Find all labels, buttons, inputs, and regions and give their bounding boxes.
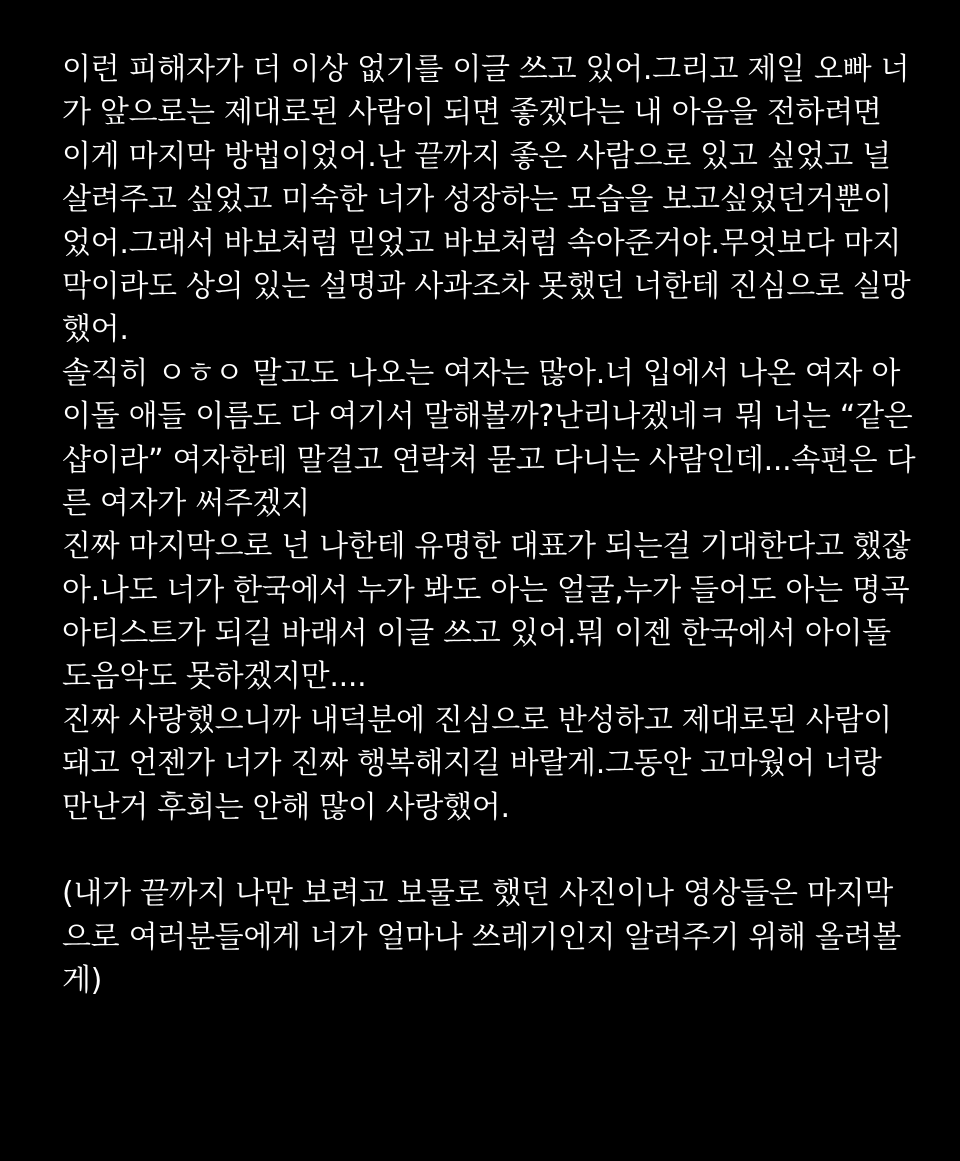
paragraph-spacer <box>62 829 942 872</box>
text-line: 돼고 언젠가 너가 진짜 행복해지길 바랄게.그동안 고마웠어 너랑 <box>62 746 882 782</box>
text-line: 른 여자가 써주겠지 <box>62 485 310 521</box>
text-line: 었어.그래서 바보처럼 믿었고 바보처럼 속아준거야.무엇보다 마지 <box>62 225 902 261</box>
text-line: 아.나도 너가 한국에서 누가 봐도 아는 얼굴,누가 들어도 아는 명곡 <box>62 572 910 608</box>
text-line: 이런 피해자가 더 이상 없기를 이글 쓰고 있어.그리고 제일 오빠 너 <box>62 52 910 87</box>
text-line: 했어. <box>62 312 129 348</box>
text-line: 도음악도 못하겠지만.... <box>62 659 367 695</box>
paragraph-2 <box>62 352 942 526</box>
text-line: 살려주고 싶었고 미숙한 너가 성장하는 모습을 보고싶었던거뿐이 <box>62 182 892 218</box>
text-line: 만난거 후회는 안해 많이 사랑했어. <box>62 789 510 825</box>
text-line: 막이라도 상의 있는 설명과 사과조차 못했던 너한테 진심으로 실망 <box>62 268 911 304</box>
text-line: 진짜 사랑했으니까 내덕분에 진심으로 반성하고 제대로된 사람이 <box>62 702 892 738</box>
text-line: 아티스트가 되길 바래서 이글 쓰고 있어.뭐 이젠 한국에서 아이돌 <box>62 616 891 652</box>
text-line: 으로 여러분들에게 너가 얼마나 쓰레기인지 알려주기 위해 올려볼 <box>62 919 902 955</box>
text-line: 솔직히 ㅇㅎㅇ 말고도 나오는 여자는 많아.너 입에서 나온 여자 아 <box>62 355 901 391</box>
text-line: 이게 마지막 방법이었어.난 끝까지 좋은 사람으로 있고 싶었고 널 <box>62 138 891 174</box>
text-line: 이돌 애들 이름도 다 여기서 말해볼까?난리나겠네ㅋ 뭐 너는 “같은 <box>62 399 913 435</box>
paragraph-4 <box>62 699 942 829</box>
paragraph-5 <box>62 872 942 1002</box>
text-line: 샵이라” 여자한테 말걸고 연락처 묻고 다니는 사람인데...속편은 다 <box>62 442 916 478</box>
text-line: (내가 끝까지 나만 보려고 보물로 했던 사진이나 영상들은 마지막 <box>62 876 893 912</box>
text-line: 게) <box>62 963 103 999</box>
text-line: 가 앞으로는 제대로된 사람이 되면 좋겠다는 내 아음을 전하려면 <box>62 95 882 131</box>
text-line: 진짜 마지막으로 넌 나한테 유명한 대표가 되는걸 기대한다고 했잖 <box>62 529 911 565</box>
paragraph-1 <box>62 48 942 352</box>
paragraph-3 <box>62 525 942 699</box>
note-body <box>62 48 942 1003</box>
